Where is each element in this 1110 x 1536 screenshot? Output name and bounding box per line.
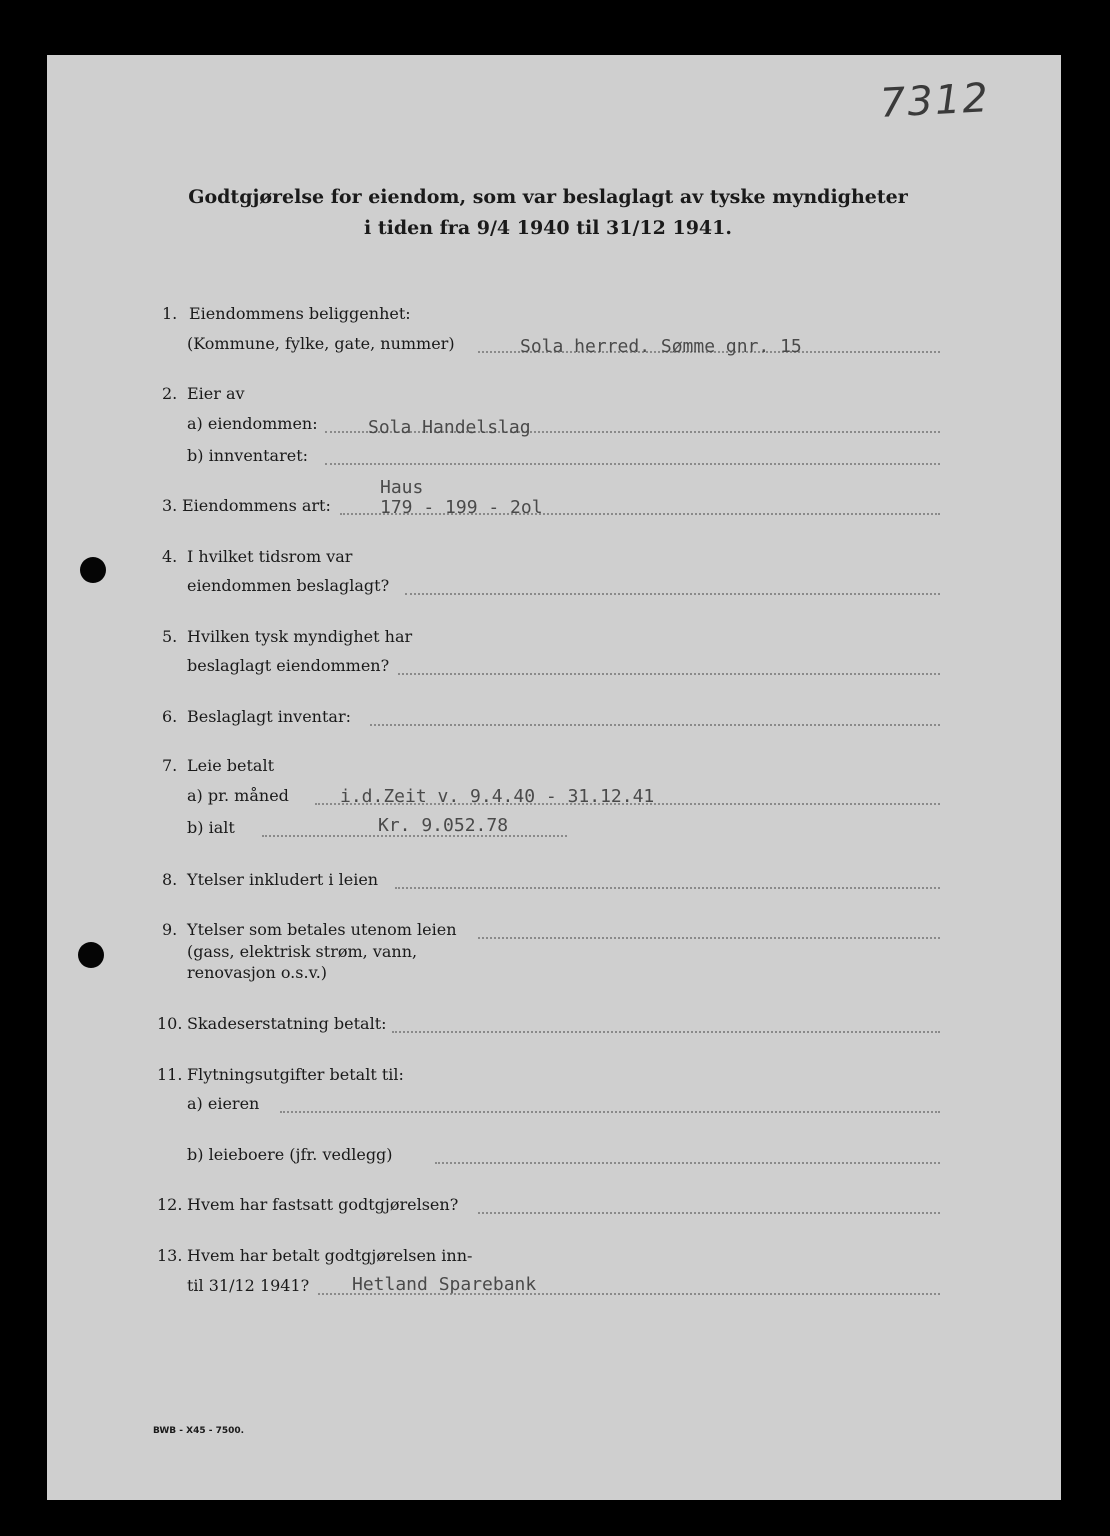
- item-7a-value: i.d.Zeit v. 9.4.40 - 31.12.41: [340, 786, 655, 807]
- item-6-field-line: [370, 724, 940, 726]
- item-12-label: Hvem har fastsatt godtgjørelsen?: [187, 1195, 459, 1214]
- item-7-label: Leie betalt: [187, 756, 274, 775]
- item-11b-label: b) leieboere (jfr. vedlegg): [187, 1145, 393, 1164]
- item-7-number: 7.: [162, 756, 178, 775]
- item-12-field-line: [478, 1212, 940, 1214]
- item-7b-label: b) ialt: [187, 818, 235, 837]
- item-5-sublabel: beslaglagt eiendommen?: [187, 656, 390, 675]
- item-7b-value: Kr. 9.052.78: [378, 815, 509, 836]
- item-3-value: 179 - 199 - 2ol: [380, 497, 543, 518]
- form-title-line2: i tiden fra 9/4 1940 til 31/12 1941.: [364, 217, 732, 239]
- item-13-number: 13.: [157, 1246, 183, 1265]
- item-4-sublabel: eiendommen beslaglagt?: [187, 576, 390, 595]
- item-9-sublabel-2: renovasjon o.s.v.): [187, 963, 328, 982]
- item-4-number: 4.: [162, 547, 178, 566]
- item-13-value: Hetland Sparebank: [352, 1274, 537, 1295]
- punch-hole-bottom: [78, 942, 104, 968]
- item-1-value: Sola herred. Sømme gnr. 15: [520, 336, 802, 357]
- item-8-label: Ytelser inkludert i leien: [187, 870, 379, 889]
- item-10-label: Skadeserstatning betalt:: [187, 1014, 387, 1033]
- item-4-label: I hvilket tidsrom var: [187, 547, 353, 566]
- item-10-field-line: [392, 1031, 940, 1033]
- item-2b-field-line: [325, 463, 940, 465]
- item-2-label: Eier av: [187, 384, 245, 403]
- item-6-number: 6.: [162, 707, 178, 726]
- item-8-field-line: [395, 887, 940, 889]
- item-9-label: Ytelser som betales utenom leien: [187, 920, 457, 939]
- item-11b-field-line: [435, 1162, 940, 1164]
- item-12-number: 12.: [157, 1195, 183, 1214]
- item-13-label: Hvem har betalt godtgjørelsen inn-: [187, 1246, 473, 1265]
- item-7a-label: a) pr. måned: [187, 786, 289, 805]
- item-2b-label: b) innventaret:: [187, 446, 309, 465]
- item-2a-label: a) eiendommen:: [187, 414, 318, 433]
- handwritten-archive-number: 7312: [878, 75, 991, 127]
- punch-hole-top: [80, 557, 106, 583]
- item-5-number: 5.: [162, 627, 178, 646]
- item-13-sublabel: til 31/12 1941?: [187, 1276, 310, 1295]
- item-1-sublabel: (Kommune, fylke, gate, nummer): [187, 334, 455, 353]
- item-11a-label: a) eieren: [187, 1094, 260, 1113]
- item-9-number: 9.: [162, 920, 178, 939]
- item-1-number: 1.: [162, 304, 178, 323]
- item-3-label: Eiendommens art:: [182, 496, 331, 515]
- item-6-label: Beslaglagt inventar:: [187, 707, 351, 726]
- item-5-field-line: [398, 673, 940, 675]
- item-11-number: 11.: [157, 1065, 183, 1084]
- item-4-field-line: [405, 593, 940, 595]
- item-11-label: Flytningsutgifter betalt til:: [187, 1065, 404, 1084]
- print-code-footer: BWB - X45 - 7500.: [153, 1426, 245, 1436]
- item-3-number: 3.: [162, 496, 178, 515]
- item-10-number: 10.: [157, 1014, 183, 1033]
- item-3-value-top: Haus: [380, 477, 424, 498]
- item-2a-value: Sola Handelslag: [368, 417, 531, 438]
- item-8-number: 8.: [162, 870, 178, 889]
- item-1-label: Eiendommens beliggenhet:: [189, 304, 411, 323]
- item-9-sublabel-1: (gass, elektrisk strøm, vann,: [187, 942, 418, 961]
- item-5-label: Hvilken tysk myndighet har: [187, 627, 413, 646]
- form-title-line1: Godtgjørelse for eiendom, som var beslaglagt av tyske myndigheter: [188, 186, 908, 208]
- item-9-field-line: [478, 937, 940, 939]
- item-11a-field-line: [280, 1111, 940, 1113]
- item-2-number: 2.: [162, 384, 178, 403]
